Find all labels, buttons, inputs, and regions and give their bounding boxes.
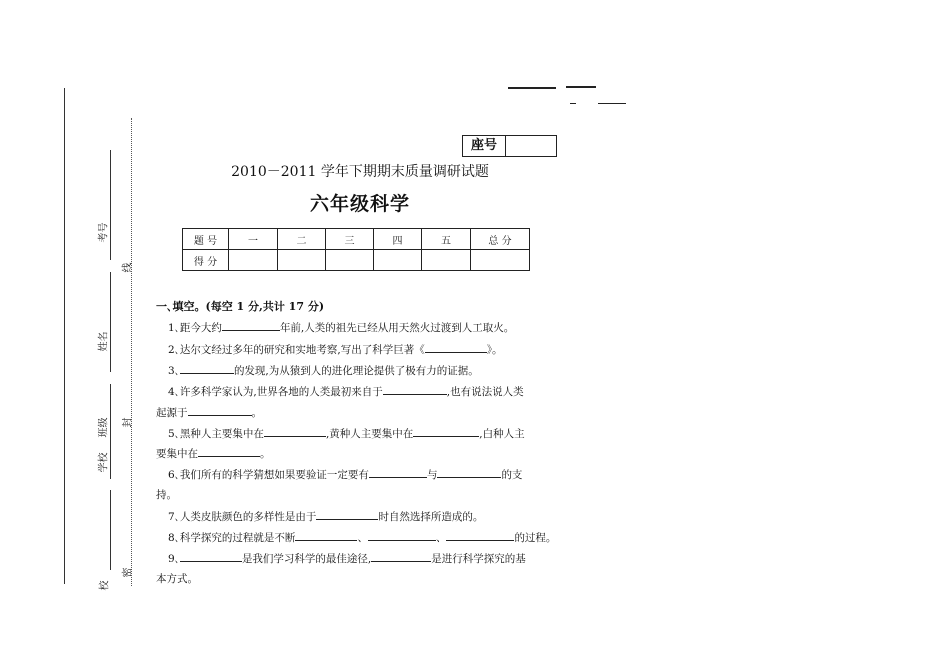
score-row-label: 得 分	[183, 250, 229, 271]
question-7: 7､人类皮肤颜色的多样性是由于 时自然选择所造成的。	[168, 508, 483, 524]
section-1-title: 一､填空。(每空 1 分,共计 17 分)	[156, 300, 325, 313]
class-label: 班级	[98, 417, 110, 438]
question-5-cont: 要集中在 。	[156, 445, 271, 461]
answer-blank[interactable]	[264, 425, 326, 437]
answer-blank[interactable]	[413, 425, 479, 437]
score-header-cell: 四	[374, 229, 422, 250]
seat-number-box	[462, 135, 557, 157]
margin-fill-line-2	[110, 272, 111, 372]
answer-blank[interactable]	[383, 383, 447, 395]
score-cell[interactable]	[374, 250, 422, 271]
answer-blank[interactable]	[371, 550, 431, 562]
question-9: 9､ 是我们学习科学的最佳途径, 是进行科学探究的基	[168, 550, 526, 566]
school-label: 学校	[98, 452, 110, 473]
answer-blank[interactable]	[198, 445, 260, 457]
question-6-cont: 持。	[156, 489, 177, 501]
score-table-header-row	[183, 229, 530, 250]
score-header-cell: 一	[229, 229, 278, 250]
answer-blank[interactable]	[437, 466, 501, 478]
score-cell[interactable]	[229, 250, 278, 271]
answer-blank[interactable]	[180, 550, 242, 562]
score-header-cell: 五	[422, 229, 471, 250]
question-5: 5､黑种人主要集中在 ,黄种人主要集中在 ,白种人主	[168, 425, 525, 441]
seal-bottom-label: 密	[122, 567, 134, 578]
question-4-cont: 起源于 。	[156, 404, 262, 420]
name-label: 姓名	[98, 331, 110, 352]
answer-blank[interactable]	[368, 529, 436, 541]
score-table	[182, 228, 530, 271]
scan-mark-3	[598, 103, 626, 104]
question-1: 1､距今大约 年前,人类的祖先已经从用天然火过渡到人工取火。	[168, 319, 514, 335]
scan-mark-4	[570, 103, 576, 104]
score-header-cell: 二	[278, 229, 326, 250]
question-9-cont: 本方式。	[156, 573, 198, 585]
score-cell[interactable]	[278, 250, 326, 271]
answer-blank[interactable]	[316, 508, 378, 520]
margin-fill-line-4	[110, 490, 111, 570]
scan-mark-2	[566, 86, 596, 88]
answer-blank[interactable]	[446, 529, 514, 541]
question-2: 2､达尔文经过多年的研究和实地考察,写出了科学巨著《 》。	[168, 341, 503, 357]
margin-fill-line-3	[110, 384, 111, 479]
score-header-cell: 三	[326, 229, 374, 250]
question-4: 4､许多科学家认为,世界各地的人类最初来自于 ,也有说法说人类	[168, 383, 524, 399]
score-cell[interactable]	[326, 250, 374, 271]
seat-number-field[interactable]	[506, 136, 556, 156]
exam-title: 六年级科学	[309, 193, 410, 215]
question-8: 8､科学探究的过程就是不断 、 、 的过程。	[168, 529, 556, 545]
school-bottom-label: 校	[99, 580, 111, 591]
score-header-cell: 总 分	[471, 229, 530, 250]
exam-number-label: 考号	[98, 222, 110, 243]
score-header-cell: 题 号	[183, 229, 229, 250]
answer-blank[interactable]	[188, 404, 252, 416]
answer-blank[interactable]	[369, 466, 427, 478]
exam-subtitle: 2010－2011 学年下期期末质量调研试题	[231, 164, 489, 180]
question-6: 6､我们所有的科学猜想如果要验证一定要有 与 的支	[168, 466, 522, 482]
answer-blank[interactable]	[295, 529, 357, 541]
scan-mark-1	[508, 87, 556, 89]
line-label: 线	[122, 262, 134, 273]
answer-blank[interactable]	[222, 319, 280, 331]
answer-blank[interactable]	[425, 341, 487, 353]
score-cell[interactable]	[471, 250, 530, 271]
score-cell[interactable]	[422, 250, 471, 271]
question-3: 3､ 的发现,为从猿到人的进化理论提供了极有力的证据。	[168, 362, 479, 378]
seat-number-label: 座号	[463, 136, 506, 156]
answer-blank[interactable]	[180, 362, 234, 374]
seal-label: 封	[122, 417, 134, 428]
score-table-score-row	[183, 250, 530, 271]
